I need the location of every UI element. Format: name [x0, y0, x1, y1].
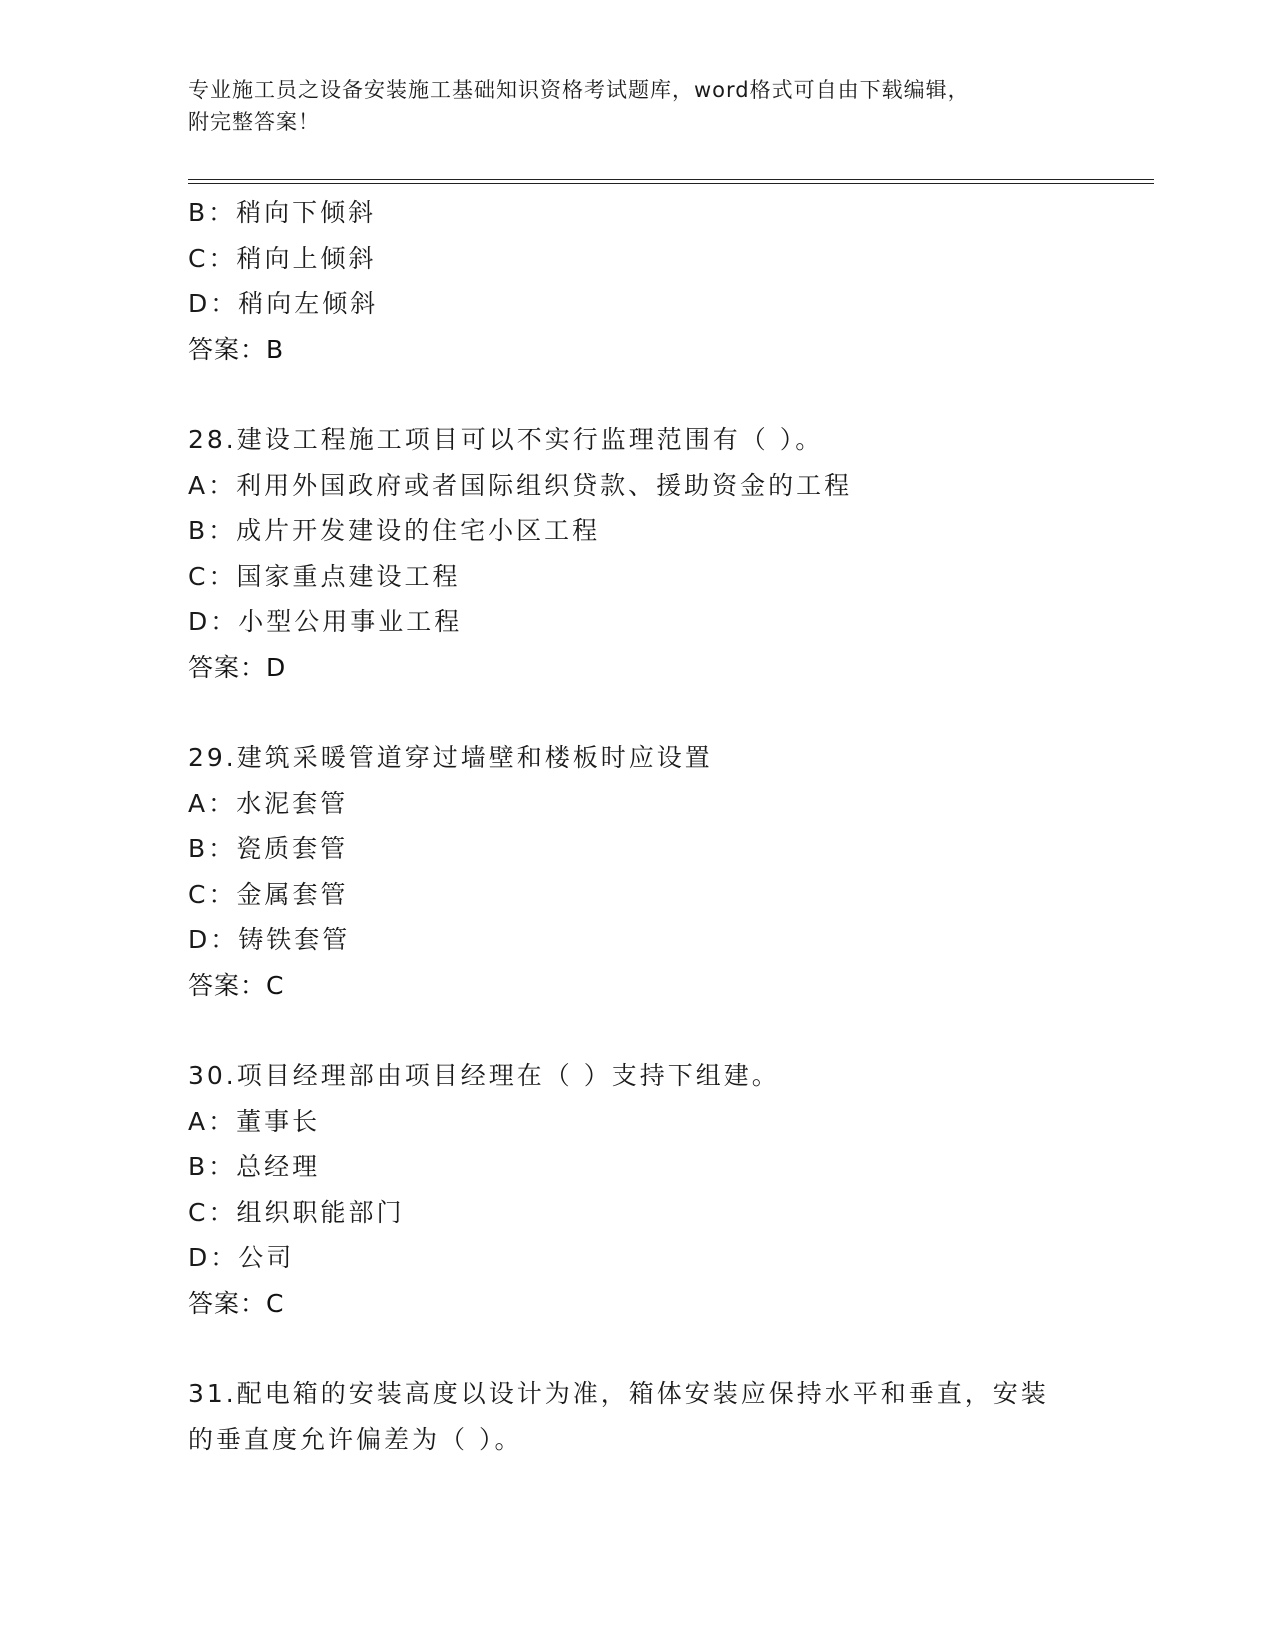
answer: 答案：C [188, 1288, 285, 1318]
option-c: C：国家重点建设工程 [188, 561, 461, 591]
option-c: C：金属套管 [188, 879, 349, 909]
question-text: 28.建设工程施工项目可以不实行监理范围有（ ）。 [188, 425, 824, 454]
answer: 答案：C [188, 970, 285, 1000]
option-c: C：组织职能部门 [188, 1197, 405, 1227]
answer: 答案：B [188, 334, 285, 364]
option-a: A：利用外国政府或者国际组织贷款、援助资金的工程 [188, 470, 853, 500]
document-header [188, 74, 1068, 138]
header-line-2: 附完整答案！ [188, 110, 320, 134]
option-b: B：稍向下倾斜 [188, 198, 377, 227]
option-b: B：成片开发建设的住宅小区工程 [188, 516, 601, 545]
question-30 [188, 1053, 1088, 1326]
question-31 [188, 1371, 1088, 1462]
option-d: D：铸铁套管 [188, 925, 351, 954]
option-d: D：小型公用事业工程 [188, 607, 463, 636]
answer: 答案：D [188, 652, 287, 682]
option-b: B：总经理 [188, 1152, 321, 1181]
option-a: A：董事长 [188, 1106, 321, 1136]
option-c: C：稍向上倾斜 [188, 243, 377, 273]
header-line-1: 专业施工员之设备安装施工基础知识资格考试题库，word格式可自由下载编辑， [188, 78, 970, 102]
spacer [188, 690, 1088, 735]
header-divider-bottom [188, 183, 1154, 184]
question-text-line-2: 的垂直度允许偏差为（ ）。 [188, 1424, 523, 1454]
spacer [188, 1008, 1088, 1053]
question-27 [188, 190, 1088, 372]
header-divider-top [188, 179, 1154, 180]
spacer [188, 372, 1088, 417]
question-text-line-1: 31.配电箱的安装高度以设计为准，箱体安装应保持水平和垂直，安装 [188, 1379, 1049, 1408]
question-text: 29.建筑采暖管道穿过墙壁和楼板时应设置 [188, 743, 713, 772]
question-28 [188, 417, 1088, 690]
question-29 [188, 735, 1088, 1008]
spacer [188, 1326, 1088, 1371]
option-a: A：水泥套管 [188, 788, 349, 818]
option-b: B：瓷质套管 [188, 834, 349, 863]
option-d: D：公司 [188, 1243, 295, 1272]
question-list [188, 190, 1088, 1462]
question-text: 30.项目经理部由项目经理在（ ）支持下组建。 [188, 1061, 780, 1090]
option-d: D：稍向左倾斜 [188, 289, 379, 318]
